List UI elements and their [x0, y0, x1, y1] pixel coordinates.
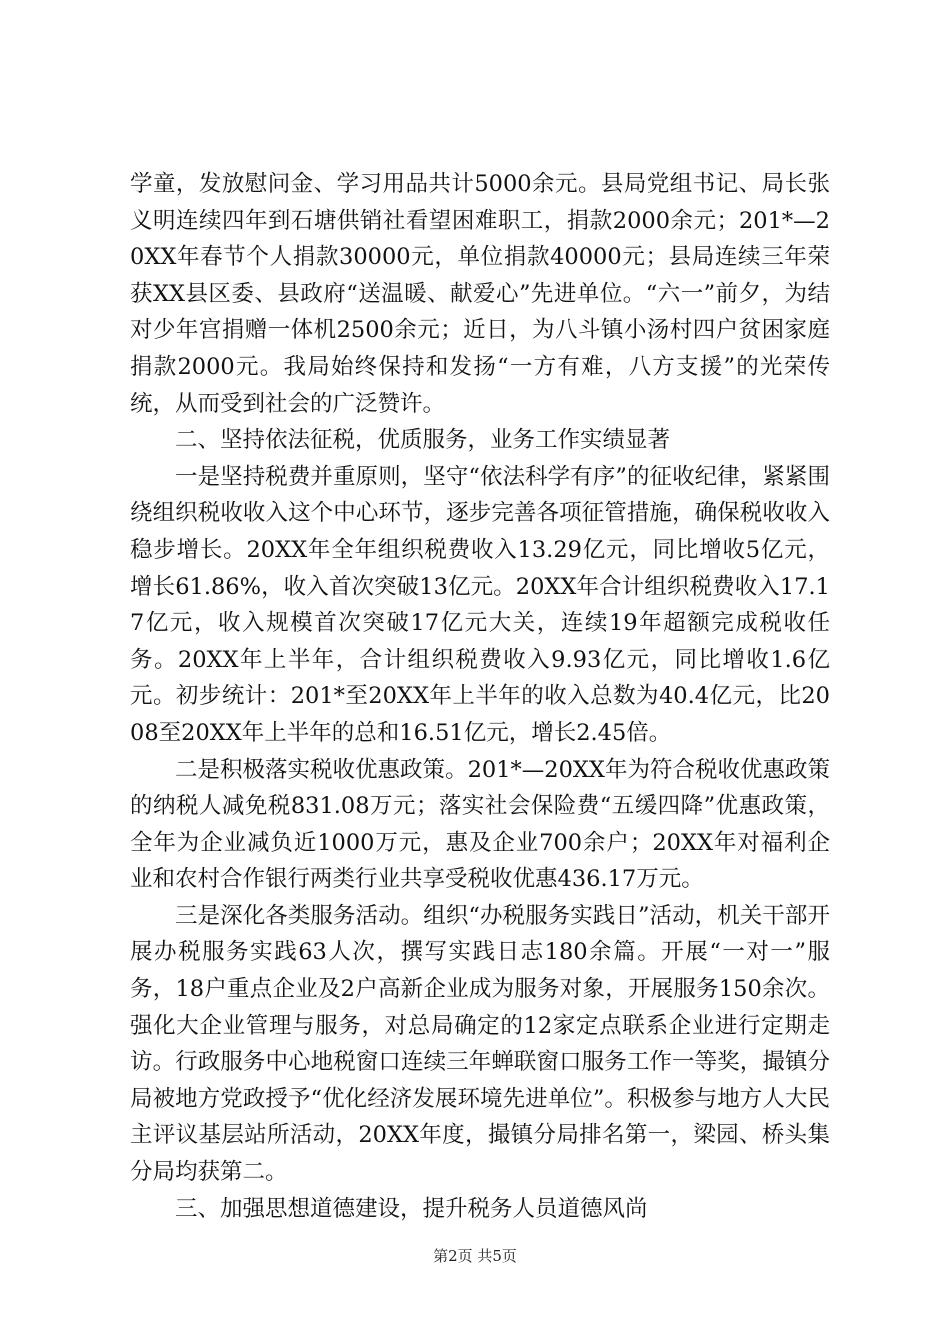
paragraph-donations: 学童，发放慰问金、学习用品共计5000余元。县局党组书记、局长张义明连续四年到石塘供销社看望困难职工，捐款2000余元；201*—20XX年春节个人捐款30000元，单位捐款40000元；县局连续三年荣获XX县区委、县政府“送温暖、献爱心”先进单位。“六一”前夕，为结对少年宫捐赠一体机2500余元；近日，为八斗镇小汤村四户贫困家庭捐款2000元。我局始终保持和发扬“一方有难，八方支援”的光荣传统，从而受到社会的广泛赞许。	[130, 171, 830, 417]
document-body	[130, 166, 830, 1227]
section-heading-2: 二、坚持依法征税，优质服务，业务工作实绩显著	[175, 427, 671, 454]
paragraph-tax-collection: 一是坚持税费并重原则，坚守“依法科学有序”的征收纪律，紧紧围绕组织税收收入这个中心环节，逐步完善各项征管措施，确保税收收入稳步增长。20XX年全年组织税费收入13.29亿元，同比增收5亿元，增长61.86%，收入首次突破13亿元。20XX年合计组织税费收入17.17亿元，收入规模首次突破17亿元大关，连续19年超额完成税收任务。20XX年上半年，合计组织税费收入9.93亿元，同比增收1.6亿元。初步统计：201*至20XX年上半年的收入总数为40.4亿元，比2008至20XX年上半年的总和16.51亿元，增长2.45倍。	[130, 463, 830, 746]
page-number-footer: 第2页 共5页	[433, 1247, 517, 1265]
paragraph-service-activities: 三是深化各类服务活动。组织“办税服务实践日”活动，机关干部开展办税服务实践63人次，撰写实践日志180余篇。开展“一对一”服务，18户重点企业及2户高新企业成为服务对象，开展服务150余次。强化大企业管理与服务，对总局确定的12家定点联系企业进行定期走访。行政服务中心地税窗口连续三年蝉联窗口服务工作一等奖，撮镇分局被地方党政授予“优化经济发展环境先进单位”。积极参与地方人大民主评议基层站所活动，20XX年度，撮镇分局排名第一，梁园、桥头集分局均获第二。	[130, 902, 830, 1186]
paragraph-tax-preferences: 二是积极落实税收优惠政策。201*—20XX年为符合税收优惠政策的纳税人减免税831.08万元；落实社会保险费“五缓四降”优惠政策，全年为企业减负近1000万元，惠及企业700余户；20XX年对福利企业和农村合作银行两类行业共享受税收优惠436.17万元。	[130, 756, 830, 893]
section-heading-3: 三、加强思想道德建设，提升税务人员道德风尚	[175, 1195, 648, 1222]
